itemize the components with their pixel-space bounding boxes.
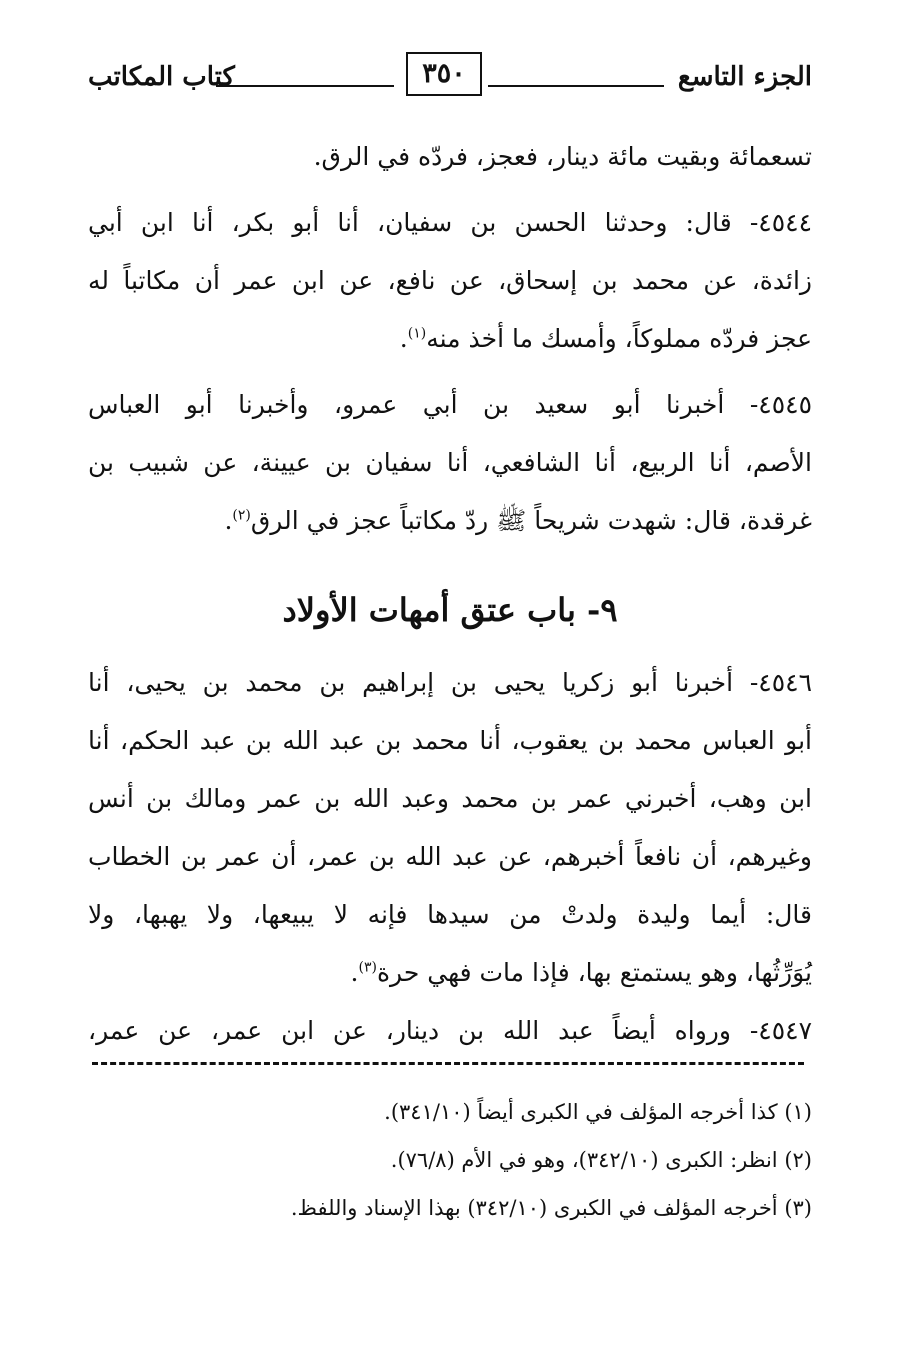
footnote-3: (٣) أخرجه المؤلف في الكبرى (٣٤٢/١٠) بهذا الإسناد واللفظ. <box>290 1196 812 1220</box>
page-header <box>88 52 812 102</box>
footnote-1: (١) كذا أخرجه المؤلف في الكبرى أيضاً (٣٤١/١٠). <box>384 1100 812 1124</box>
book-title: كتاب المكاتب <box>88 62 235 92</box>
text-line <box>88 492 812 550</box>
text-line: الأصم، أنا الربيع، أنا الشافعي، أنا سفيان بن عيينة، عن شبيب بن <box>88 448 812 477</box>
footnote-ref-1: (١) <box>407 325 427 342</box>
hadith-4546-line: ٤٥٤٦- أخبرنا أبو زكريا يحيى بن إبراهيم بن محمد بن يحيى، أنا <box>88 668 812 697</box>
header-rule-left <box>216 85 394 87</box>
hadith-4544-line: ٤٥٤٤- قال: وحدثنا الحسن بن سفيان، أنا أبو بكر، أنا ابن أبي <box>88 208 812 237</box>
chapter-heading: ٩- باب عتق أمهات الأولاد <box>282 591 618 629</box>
text-line: ابن وهب، أخبرني عمر بن محمد وعبد الله بن عمر ومالك بن أنس <box>88 784 812 813</box>
text-line: قال: أيما وليدة ولدتْ من سيدها فإنه لا يبيعها، ولا يهبها، ولا <box>88 900 812 929</box>
footnote-ref-3: (٣) <box>358 959 377 976</box>
text-span: عجز فردّه مملوكاً، وأمسك ما أخذ منه <box>426 324 812 353</box>
text-line <box>88 310 812 368</box>
hadith-4545-line: ٤٥٤٥- أخبرنا أبو سعيد بن أبي عمرو، وأخبرنا أبو العباس <box>88 390 812 419</box>
full-stop: . <box>224 506 233 535</box>
page-number: ٣٥٠ <box>406 52 482 96</box>
header-rule-right <box>488 85 664 87</box>
full-stop: . <box>399 324 408 353</box>
text-line: وغيرهم، أن نافعاً أخبرهم، عن عبد الله بن عمر، أن عمر بن الخطاب <box>88 842 812 871</box>
volume-title: الجزء التاسع <box>677 62 812 92</box>
full-stop: . <box>350 958 359 987</box>
footnote-2: (٢) انظر: الكبرى (٣٤٢/١٠)، وهو في الأم (٧٦/٨). <box>390 1148 812 1172</box>
footnote-ref-2: (٢) <box>232 507 251 524</box>
text-span: غرقدة، قال: شهدت شريحاً ﷺ ردّ مكاتباً عجز في الرق <box>250 506 812 535</box>
footnotes <box>88 1088 812 1232</box>
footnote-separator <box>92 1062 804 1065</box>
main-text <box>88 128 812 1060</box>
text-line: أبو العباس محمد بن يعقوب، أنا محمد بن عبد الله بن عبد الحكم، أنا <box>88 726 812 755</box>
text-span: يُوَرِّثُها، وهو يستمتع بها، فإذا مات فهي حرة <box>376 958 812 987</box>
text-line <box>88 944 812 1002</box>
text-line: زائدة، عن محمد بن إسحاق، عن نافع، عن ابن عمر أن مكاتباً له <box>88 266 812 295</box>
text-line: تسعمائة وبقيت مائة دينار، فعجز، فردّه في الرق. <box>313 142 812 171</box>
hadith-4547-line: ٤٥٤٧- ورواه أيضاً عبد الله بن دينار، عن ابن عمر، عن عمر، <box>88 1016 812 1045</box>
